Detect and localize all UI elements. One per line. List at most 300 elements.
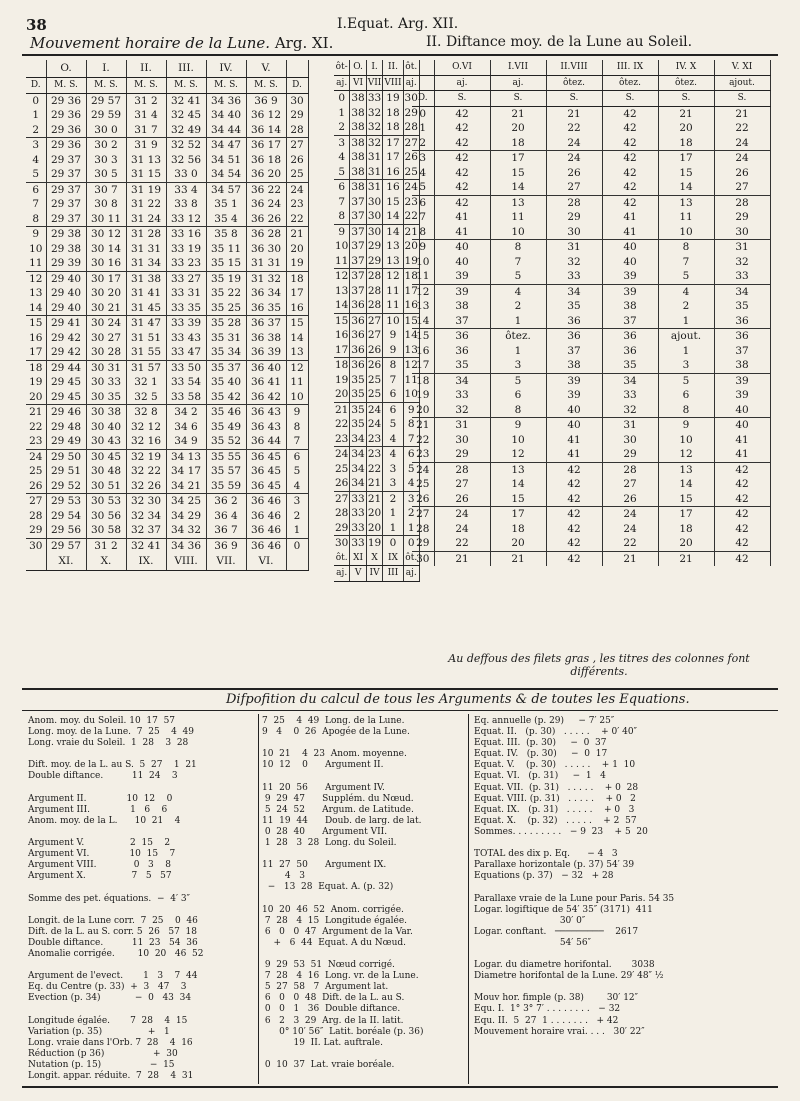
right-table-row-cell: 40 [602,240,658,255]
right-table-row-cell: 6 [658,388,714,403]
arguments-line: Longit. de la Lune corr. 7 25 0 46 [28,915,198,926]
right-table-row [412,195,770,210]
right-table-row-cell: 36 [714,314,770,329]
left-table-row-cell: 29 42 [46,345,86,360]
equations-line: Equ. II. 5 27 1 . . . . . . . + 42 [474,1015,619,1026]
left-table-row-cell: 36 41 [246,375,286,390]
arguments-line: Anom. moy. de la L. 10 21 4 [28,815,181,826]
left-table-row-cell: 34 13 [166,449,206,464]
left-table-header-cell: II. [126,60,166,78]
mid-table-row-cell: 34 [351,462,365,475]
right-table-row-cell: 26 [602,492,658,507]
longitude-line: 9 4 0 26 Apogée de la Lune. [262,727,410,738]
mid-table-row-cell: 11 [335,254,349,267]
left-table-row-cell: 36 24 [246,197,286,212]
left-table-row-cell: 30 24 [86,316,126,331]
left-table-row-cell: 31 24 [126,212,166,227]
right-table-row-cell: 34 [546,284,602,299]
left-table-subheader-cell: M. S. [46,78,86,94]
mid-table-row [334,373,419,388]
right-table-row-cell: 42 [546,477,602,492]
mid-table-row-cell: 29 [367,240,382,252]
right-table-row-cell: 8 [412,225,434,240]
arguments-line [28,827,258,838]
left-table-row-cell: 35 28 [206,316,246,331]
right-table-row-cell: 14 [658,477,714,492]
left-table-row [26,197,308,212]
mid-table-row-cell: 29 [404,106,418,119]
left-table-row-cell: 31 9 [126,138,166,153]
left-table-row [26,153,308,168]
left-table-row-cell: 36 46 [246,538,286,553]
right-table-row-cell: 42 [546,462,602,477]
mid-table-row-cell: 16 [383,165,403,180]
left-table-row-cell: 23 [26,434,46,449]
mid-table-row-cell: 19 [367,537,382,549]
right-table-row-cell: 36 [602,344,658,359]
left-table-row-cell: 21 [286,227,308,242]
mid-table-row-cell: 0 [334,91,350,106]
longitude-line [262,894,462,905]
left-table-footer-cell [286,553,308,571]
left-table-row-cell: 29 52 [46,479,86,494]
right-table-row-cell: 30 [546,225,602,240]
mid-table-row-cell: 1 [403,521,419,536]
left-table-row-cell: 10 [286,390,308,405]
mid-table-row-cell: 2 [383,491,403,506]
longitude-line: 10 12 0 Argument II. [262,760,384,771]
right-table-header-cell: II.VIII [546,60,602,75]
left-table-row-cell: 16 [286,301,308,316]
mid-table-row-cell: 9 [383,328,403,343]
mid-table-row [334,462,419,477]
mid-table-row [334,209,419,224]
mid-table-row-cell: 27 [404,136,418,149]
left-table-row-cell: 31 32 [246,271,286,286]
right-table-row-cell: 2 [412,136,434,151]
left-table-row-cell: 29 57 [46,538,86,553]
mid-table-row-cell: 14 [335,299,349,311]
right-table-row-cell: 11 [412,269,434,284]
right-table-row-cell: 7 [412,210,434,225]
left-table-row-cell: 30 3 [86,153,126,168]
mid-table-row-cell: 38 [351,181,365,193]
left-table-row-cell: 2 [286,509,308,524]
left-table-row-cell: 30 17 [86,271,126,286]
right-table-row-cell: 42 [434,166,490,181]
mid-table-subheader-cell: VI [350,75,366,91]
right-table-row-cell: 42 [434,121,490,136]
right-table-row-cell: 42 [714,492,770,507]
mid-table-footer-cell: XI [350,551,366,566]
left-table-row [26,271,308,286]
left-table-row [26,509,308,524]
left-table-row-cell: 30 21 [86,301,126,316]
left-table-row [26,331,308,346]
equations-line: Equat. II. (p. 30) . . . . . + 0′ 40″ [474,727,637,738]
mid-table-subheader-cell: VIII [383,75,403,91]
right-table-row-cell: 10 [490,225,546,240]
right-table-row-cell: 28 [602,462,658,477]
left-table-row-cell: 29 37 [46,212,86,227]
left-table-row-cell: 35 34 [206,345,246,360]
mid-table-row-cell: 13 [383,239,403,254]
mid-table-row-cell: 22 [404,210,418,222]
left-table-row-cell: 35 57 [206,464,246,479]
right-table-row [412,210,770,225]
right-table-row-cell: 21 [658,106,714,121]
left-table-row-cell: 9 [26,227,46,242]
mid-table-row-cell: 24 [404,181,418,193]
right-table-row-cell: 14 [658,180,714,195]
right-table-row-cell: 28 [714,195,770,210]
mid-table-row-cell: 14 [383,224,403,239]
left-table-row-cell: 13 [286,345,308,360]
left-table-row [26,286,308,301]
left-table-row-cell: 34 57 [206,182,246,197]
mid-table-row-cell: 6 [383,402,403,417]
left-table-row-cell: 33 4 [166,182,206,197]
right-table-row-cell: 36 [546,329,602,344]
left-table-row-cell: 8 [26,212,46,227]
left-table-row-cell: 14 [286,331,308,346]
left-table-row-cell: 36 7 [206,523,246,538]
right-table-row-cell: 36 [602,329,658,344]
left-table-row-cell: 30 45 [86,449,126,464]
right-table-row-cell: 14 [490,477,546,492]
arguments-line [28,960,258,971]
left-table-row-cell: 15 [26,316,46,331]
equations-line: Parallaxe vraie de la Lune pour Paris. 54 35 [474,893,675,904]
left-table-row-cell: 35 11 [206,242,246,257]
equations-line: Mouv hor. fimple (p. 38) 30′ 12″ [474,993,639,1004]
right-table-row [412,418,770,433]
mid-table-row-cell: 1 [383,506,403,521]
mid-table-row-cell: 5 [403,462,419,477]
right-table-row-cell: 36 [714,329,770,344]
mid-table-row-cell: 17 [404,284,418,297]
mid-table-row-cell: 30 [367,210,382,222]
right-table-row [412,240,770,255]
mid-table-row [334,195,419,210]
left-table-row-cell: 11 [286,375,308,390]
right-table-row-cell: 42 [546,507,602,522]
left-table-row [26,123,308,138]
right-table-row-cell: 18 [658,136,714,151]
left-table-row [26,167,308,182]
mid-table-row [334,254,419,269]
left-table-row-cell: 34 36 [206,93,246,108]
mid-table-row [334,417,419,432]
left-table-row [26,256,308,271]
left-table-footer-cell: VII. [206,553,246,571]
left-table-row-cell: 30 [26,538,46,553]
mid-table-row-cell: 18 [383,106,403,121]
right-table-row-cell: 27 [714,180,770,195]
left-table-row-cell: 36 9 [206,538,246,553]
left-table-row-cell: 36 46 [246,494,286,509]
right-table-row [412,166,770,181]
right-table-row-cell: 14 [490,180,546,195]
right-table-row-cell: 0 [412,106,434,121]
mid-table-row-cell: 35 [351,418,365,430]
left-table-row-cell: 33 19 [166,242,206,257]
mid-table-row-cell: 26 [367,343,382,356]
left-table-row-cell: 32 8 [126,405,166,420]
right-table-header-cell: V. XI [714,60,770,75]
left-table-row [26,138,308,153]
mid-table-footer2 [334,566,419,582]
right-table-row-cell: 42 [546,551,602,566]
right-table-row-cell: 17 [658,151,714,166]
right-table-row-cell: 29 [546,210,602,225]
left-table-row-cell: 0 [286,538,308,553]
longitude-line: 11 19 44 Doub. de larg. de lat. [262,815,422,826]
mid-table-row-cell: 12 [335,270,349,282]
mid-table-header [334,60,419,75]
right-table-row-cell: 29 [714,210,770,225]
arguments-line [28,783,258,794]
arguments-line [28,1004,258,1015]
mid-table-header-cell: I. [366,60,383,75]
right-table-row-cell: 24 [602,507,658,522]
left-table-row [26,227,308,242]
left-table-row-cell: 34 47 [206,138,246,153]
page-number: 38 [26,16,47,34]
left-table-row-cell: 16 [26,331,46,346]
left-table-row-cell: 32 26 [126,479,166,494]
equations-line: Parallaxe horizontale (p. 37) 54′ 39 [474,860,635,871]
mid-table-row-cell: 9 [403,402,419,417]
left-table-row-cell: 30 48 [86,464,126,479]
right-table-row-cell: 21 [602,551,658,566]
mid-table-row-cell: 11 [383,298,403,313]
arguments-line: Dift. moy. de la L. au S. 5 27 1 21 [28,760,197,771]
mid-table-row-cell: 2 [403,506,419,521]
mid-table-row-cell: 15 [404,314,418,327]
right-table-row-cell: 35 [714,299,770,314]
left-table-row-cell: 3 [286,494,308,509]
left-table-header-cell: III. [166,60,206,78]
left-table-row-cell: 33 12 [166,212,206,227]
longitude-line: 9 29 53 51 Nœud corrigé. [262,960,395,971]
right-table-row-cell: 8 [658,240,714,255]
left-table-row-cell: 29 36 [46,108,86,123]
right-table-row [412,225,770,240]
mid-table-row-cell: 14 [404,329,418,341]
right-table-subheader-cell: S. [546,91,602,107]
left-table-header-cell: O. [46,60,86,78]
left-table-row-cell: 36 26 [246,212,286,227]
left-table-row-cell: 36 12 [246,108,286,123]
page [12,12,788,1088]
left-table-row-cell: 7 [286,434,308,449]
mid-table-row-cell: 33 [351,507,365,519]
left-table-row-cell: 34 6 [166,420,206,435]
arguments-line: Variation (p. 35) + 1 [28,1026,170,1037]
mid-table-row-cell: 38 [351,165,365,178]
arguments-line: Eq. du Centre (p. 33) + 3 47 3 [28,982,187,993]
left-table-row-cell: 25 [286,167,308,182]
arguments-line: Argument II. 10 12 0 [28,793,173,804]
right-table-row-cell: 42 [434,151,490,166]
mid-table-row-cell: 18 [404,270,418,282]
left-table-row-cell: 29 59 [86,108,126,123]
left-table-header-cell: V. [246,60,286,78]
left-table-row-cell: 22 [286,212,308,227]
right-table-row [412,433,770,448]
right-table-row-cell: 20 [658,536,714,551]
mid-table-header-cell: ôt- [334,60,350,75]
left-table-row-cell: 30 40 [86,420,126,435]
mid-table-row-cell: 37 [351,284,365,297]
right-table-row-cell: 10 [658,225,714,240]
right-table-subheader-cell: S. [658,91,714,107]
right-table-row-cell: 41 [714,447,770,462]
right-table-row [412,269,770,284]
left-table-row-cell: 30 33 [86,375,126,390]
mid-table-row-cell: 35 [351,403,365,416]
mid-table-row-cell: 11 [383,284,403,299]
mid-table-row-cell: 6 [383,387,403,402]
left-table-row-cell: 30 27 [86,331,126,346]
mid-table-row-cell: 35 [351,373,365,386]
right-table-row-cell: 39 [602,284,658,299]
mid-table-row-cell: 23 [404,195,418,208]
right-table-row-cell: 4 [412,166,434,181]
left-table-row-cell: 30 56 [86,509,126,524]
left-table-row-cell: 29 37 [46,182,86,197]
right-table-row [412,136,770,151]
mid-table-row-cell: 8 [383,358,403,373]
mid-table-row-cell: 28 [404,121,418,133]
left-table-row-cell: 30 51 [86,479,126,494]
right-table-row-cell: 39 [434,284,490,299]
right-table-row-cell: 1 [658,314,714,329]
right-table-row-cell: 34 [434,373,490,388]
right-table-row-cell: 42 [714,507,770,522]
mid-table-row-cell: 28 [367,284,382,297]
longitude-line: − 13 28 Equat. A. (p. 32) [262,882,394,893]
left-table-row-cell: 29 38 [46,242,86,257]
left-table-subheader-cell: M. S. [246,78,286,94]
right-table-row-cell: 13 [658,195,714,210]
longitude-line: 1 28 3 28 Long. du Soleil. [262,838,397,849]
mid-table-row [334,432,419,447]
mid-table-row-cell: 2 [334,120,350,135]
right-table-row-cell: 42 [602,195,658,210]
left-table-row-cell: 34 54 [206,167,246,182]
left-table-row-cell: 35 25 [206,301,246,316]
right-table-row-cell: 4 [490,284,546,299]
top-rule [22,54,778,56]
left-table-row-cell: 6 [26,182,46,197]
right-table-row-cell: 34 [602,373,658,388]
left-table-row-cell: 30 2 [86,138,126,153]
left-table-row-cell: 31 51 [126,331,166,346]
left-table-row-cell: 35 55 [206,449,246,464]
left-table-row [26,538,308,553]
left-table-row-cell: 33 54 [166,375,206,390]
right-table-row-cell: 21 [490,551,546,566]
equations-line: Eq. annuelle (p. 29) − 7′ 25″ [474,716,615,726]
right-table-row-cell: 12 [490,447,546,462]
left-table-row-cell: 18 [286,271,308,286]
right-table-row-cell: 4 [658,284,714,299]
right-table-row-cell: 17 [658,507,714,522]
mid-table-footer [334,551,419,566]
longitude-line: 7 28 4 15 Longitude égalée. [262,915,408,926]
right-table-row [412,522,770,537]
equations-line: Equat. V. (p. 30) . . . . . + 1 10 [474,760,636,771]
lower-column-equations [474,716,774,1038]
right-table-row-cell: 17 [490,151,546,166]
longitude-line: 11 20 56 Argument IV. [262,782,385,793]
right-table-row-cell: 28 [412,522,434,537]
right-table-row-cell: 27 [434,477,490,492]
right-table-row-cell: 41 [546,447,602,462]
mid-table-row-cell: 7 [334,195,350,210]
equations-line: Equat. III. (p. 30) − 0 37 [474,738,607,749]
right-table-row-cell: 18 [658,522,714,537]
mid-table-row-cell: 37 [351,240,365,252]
mid-table-row [334,506,419,521]
right-table-row-cell: 11 [658,210,714,225]
left-table-row [26,301,308,316]
left-table-row-cell: 32 30 [126,494,166,509]
equations-line: Logar. du diametre horifontal. 3038 [474,960,655,971]
lower-title: Difpofition du calcul de tous les Arguments & de toutes les Equations. [226,692,690,707]
mid-table-row [334,491,419,506]
left-table-row-cell: 32 22 [126,464,166,479]
right-table-row-cell: 24 [714,136,770,151]
mid-table-row-cell: 32 [367,121,382,133]
equations-line: Equat. IV. (p. 30) − 0 17 [474,749,608,760]
right-table-row-cell: 41 [434,210,490,225]
mid-table-row-cell: 37 [351,254,365,267]
right-table-row-cell: 35 [546,299,602,314]
longitude-line: 11 27 50 Argument IX. [262,860,387,871]
mid-table-row-cell: 4 [383,432,403,447]
right-table-row-cell: 15 [658,166,714,181]
right-table-row-cell: 24 [434,507,490,522]
left-table-row-cell: 33 58 [166,390,206,405]
right-table-row [412,492,770,507]
right-table-row-cell: ajout. [658,329,714,344]
mid-table-row [334,150,419,165]
right-table-row-cell: 25 [412,477,434,492]
right-table-row [412,106,770,121]
right-table-subheader-cell: S. [714,91,770,107]
mid-table-row-cell: 36 [351,343,365,356]
right-table-row-cell: 5 [490,269,546,284]
left-table-row-cell: 34 9 [166,434,206,449]
left-table-footer-cell [26,553,46,571]
left-table-row-cell: 36 38 [246,331,286,346]
right-table-row-cell: 1 [490,314,546,329]
left-table-header-cell [26,60,46,78]
right-table-row-cell: 38 [714,358,770,373]
left-table-row-cell: 31 19 [126,182,166,197]
left-table-row-cell: 35 31 [206,331,246,346]
right-table-row-cell: 42 [602,151,658,166]
right-table-row-cell: 24 [434,522,490,537]
right-table-row-cell: 12 [412,284,434,299]
left-table-row [26,212,308,227]
mid-table-row-cell: 37 [351,195,365,208]
left-table-row-cell: 32 5 [126,390,166,405]
left-table-footer-cell: X. [86,553,126,571]
